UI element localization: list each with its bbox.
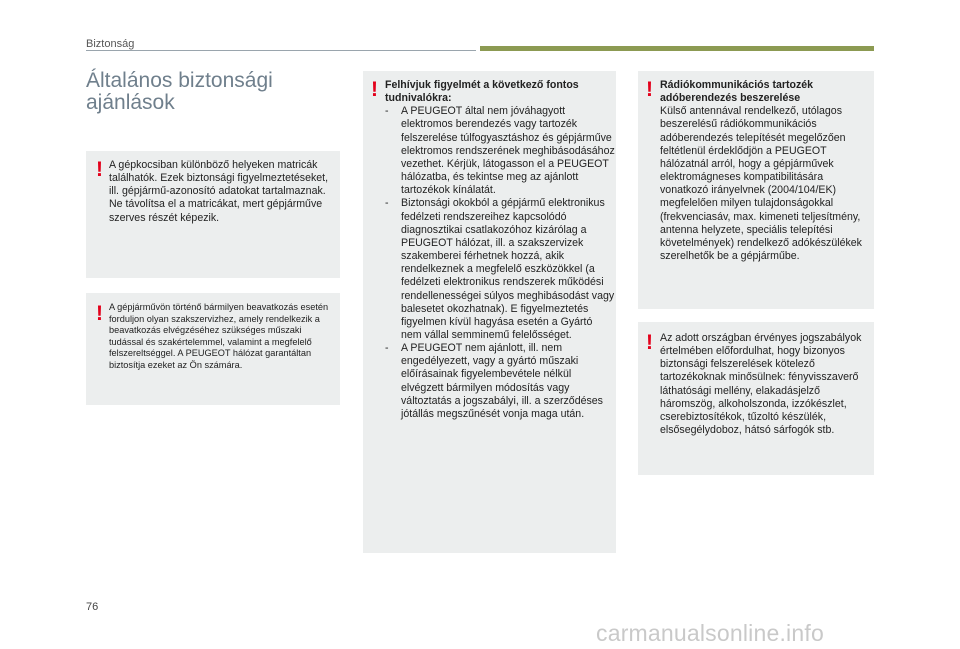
list-item (385, 342, 615, 421)
warning-text: Külső antennával rendelkező, utólagos beszerelésű rádiókommunikációs adóberendezés telepítését megelőzően feltétlenül érdeklődjön a PEUGEOT hálózatnál arról, hogy a gépjárművek elektromágneses kompatibilitására vonatkozó irányelvnek (2004/104/EK) megfelelően milyen tulajdonságokkal (frekvenciasáv, max. kimeneti teljesítmény, antenna helyzete, speciális telepítési követelmények) rendelkező adókészülékek szerelhetők be a gépjárműbe. (660, 105, 862, 263)
page-number: 76 (86, 601, 99, 613)
list-item (385, 105, 615, 197)
warning-title: Felhívjuk figyelmét a következő fontos tudnivalókra: (385, 79, 579, 105)
warning-box-stickers (86, 151, 340, 278)
warning-text: A gépkocsiban különböző helyeken matricák találhatók. Ezek biztonsági figyelmeztetéseket, ill. gépjármű-azonosító adatokat tartalmaznak. Ne távolítsa el a matricákat, mert gépjárműve szerves részét képezik. (109, 159, 329, 224)
warning-icon: ! (96, 302, 103, 325)
warning-box-equipment (638, 322, 874, 475)
warning-box-important (363, 71, 616, 553)
warning-text: Az adott országban érvényes jogszabályok értelmében előfordulhat, hogy bizonyos biztonsági felszerelések kötelező tartozékoknak minősülnek: fényvisszaverő láthatósági mellény, elakadásjelző háromszög, alkoholszonda, izzókészlet, cserebiztosítékok, tűzoltó készülék, elsősegélydoboz, hátsó sárfogók stb. (660, 332, 862, 437)
watermark: carmanualsonline.info (596, 620, 824, 646)
list-item-text: Biztonsági okokból a gépjármű elektronikus fedélzeti rendszereihez kapcsolódó diagnosztikai csatlakozóhoz kizárólag a PEUGEOT hálózat, ill. a szakszervizek szakemberei férhetnek hozzá, akik rendelkeznek a megfelelő eszközökkel (a fedélzeti elektronikus rendszerek működési rendellenességei súlyos meghibásodást vagy balesetet okozhatnak). E figyelmeztetés figyelmen kívül hagyása esetén a Gyártó nem vállal semminemű felelősséget. (401, 197, 615, 341)
warning-icon: ! (96, 158, 103, 181)
list-dash: - (385, 342, 389, 355)
list-item (385, 197, 615, 342)
warning-text: A gépjárművön történő bármilyen beavatkozás esetén forduljon olyan szakszervizhez, amely rendelkezik a beavatkozás elvégzéséhez szükséges műszaki tudással és szakértelemmel, valamint a megfelelő felszereltséggel. A PEUGEOT hálózat garantáltan biztosítja ezeket az Ön számára. (109, 302, 329, 370)
header-accent-bar (480, 46, 874, 51)
warning-icon: ! (371, 78, 378, 101)
header-rule (86, 50, 476, 51)
list-dash: - (385, 197, 389, 210)
warning-icon: ! (646, 78, 653, 101)
warning-content (660, 79, 872, 263)
warning-title-line: adóberendezés beszerelése (660, 92, 801, 105)
warning-icon: ! (646, 331, 653, 354)
list-item-text: A PEUGEOT által nem jóváhagyott elektromos berendezés vagy tartozék felszerelése túlfogyasztáshoz és gépjárműve elektromos rendszerének meghibásodásához vezethet. Kérjük, látogasson el a PEUGEOT hálózatba, és tekintse meg az ajánlott tartozékok kínálatát. (401, 105, 615, 197)
warning-box-service (86, 293, 340, 405)
page-title: Általános biztonsági ajánlások (86, 69, 273, 114)
list-dash: - (385, 105, 389, 118)
list-item-text: A PEUGEOT nem ajánlott, ill. nem engedélyezett, vagy a gyártó műszaki előírásainak figyelembevétele nélkül elvégzett bármilyen módosítás vagy változtatás a jogszabályi, ill. a szerződéses jótállás megszűnését vonja maga után. (401, 342, 603, 420)
warning-box-radio (638, 71, 874, 309)
warning-content (385, 79, 615, 421)
section-label: Biztonság (86, 38, 135, 50)
warning-title-line: Rádiókommunikációs tartozék (660, 79, 814, 91)
